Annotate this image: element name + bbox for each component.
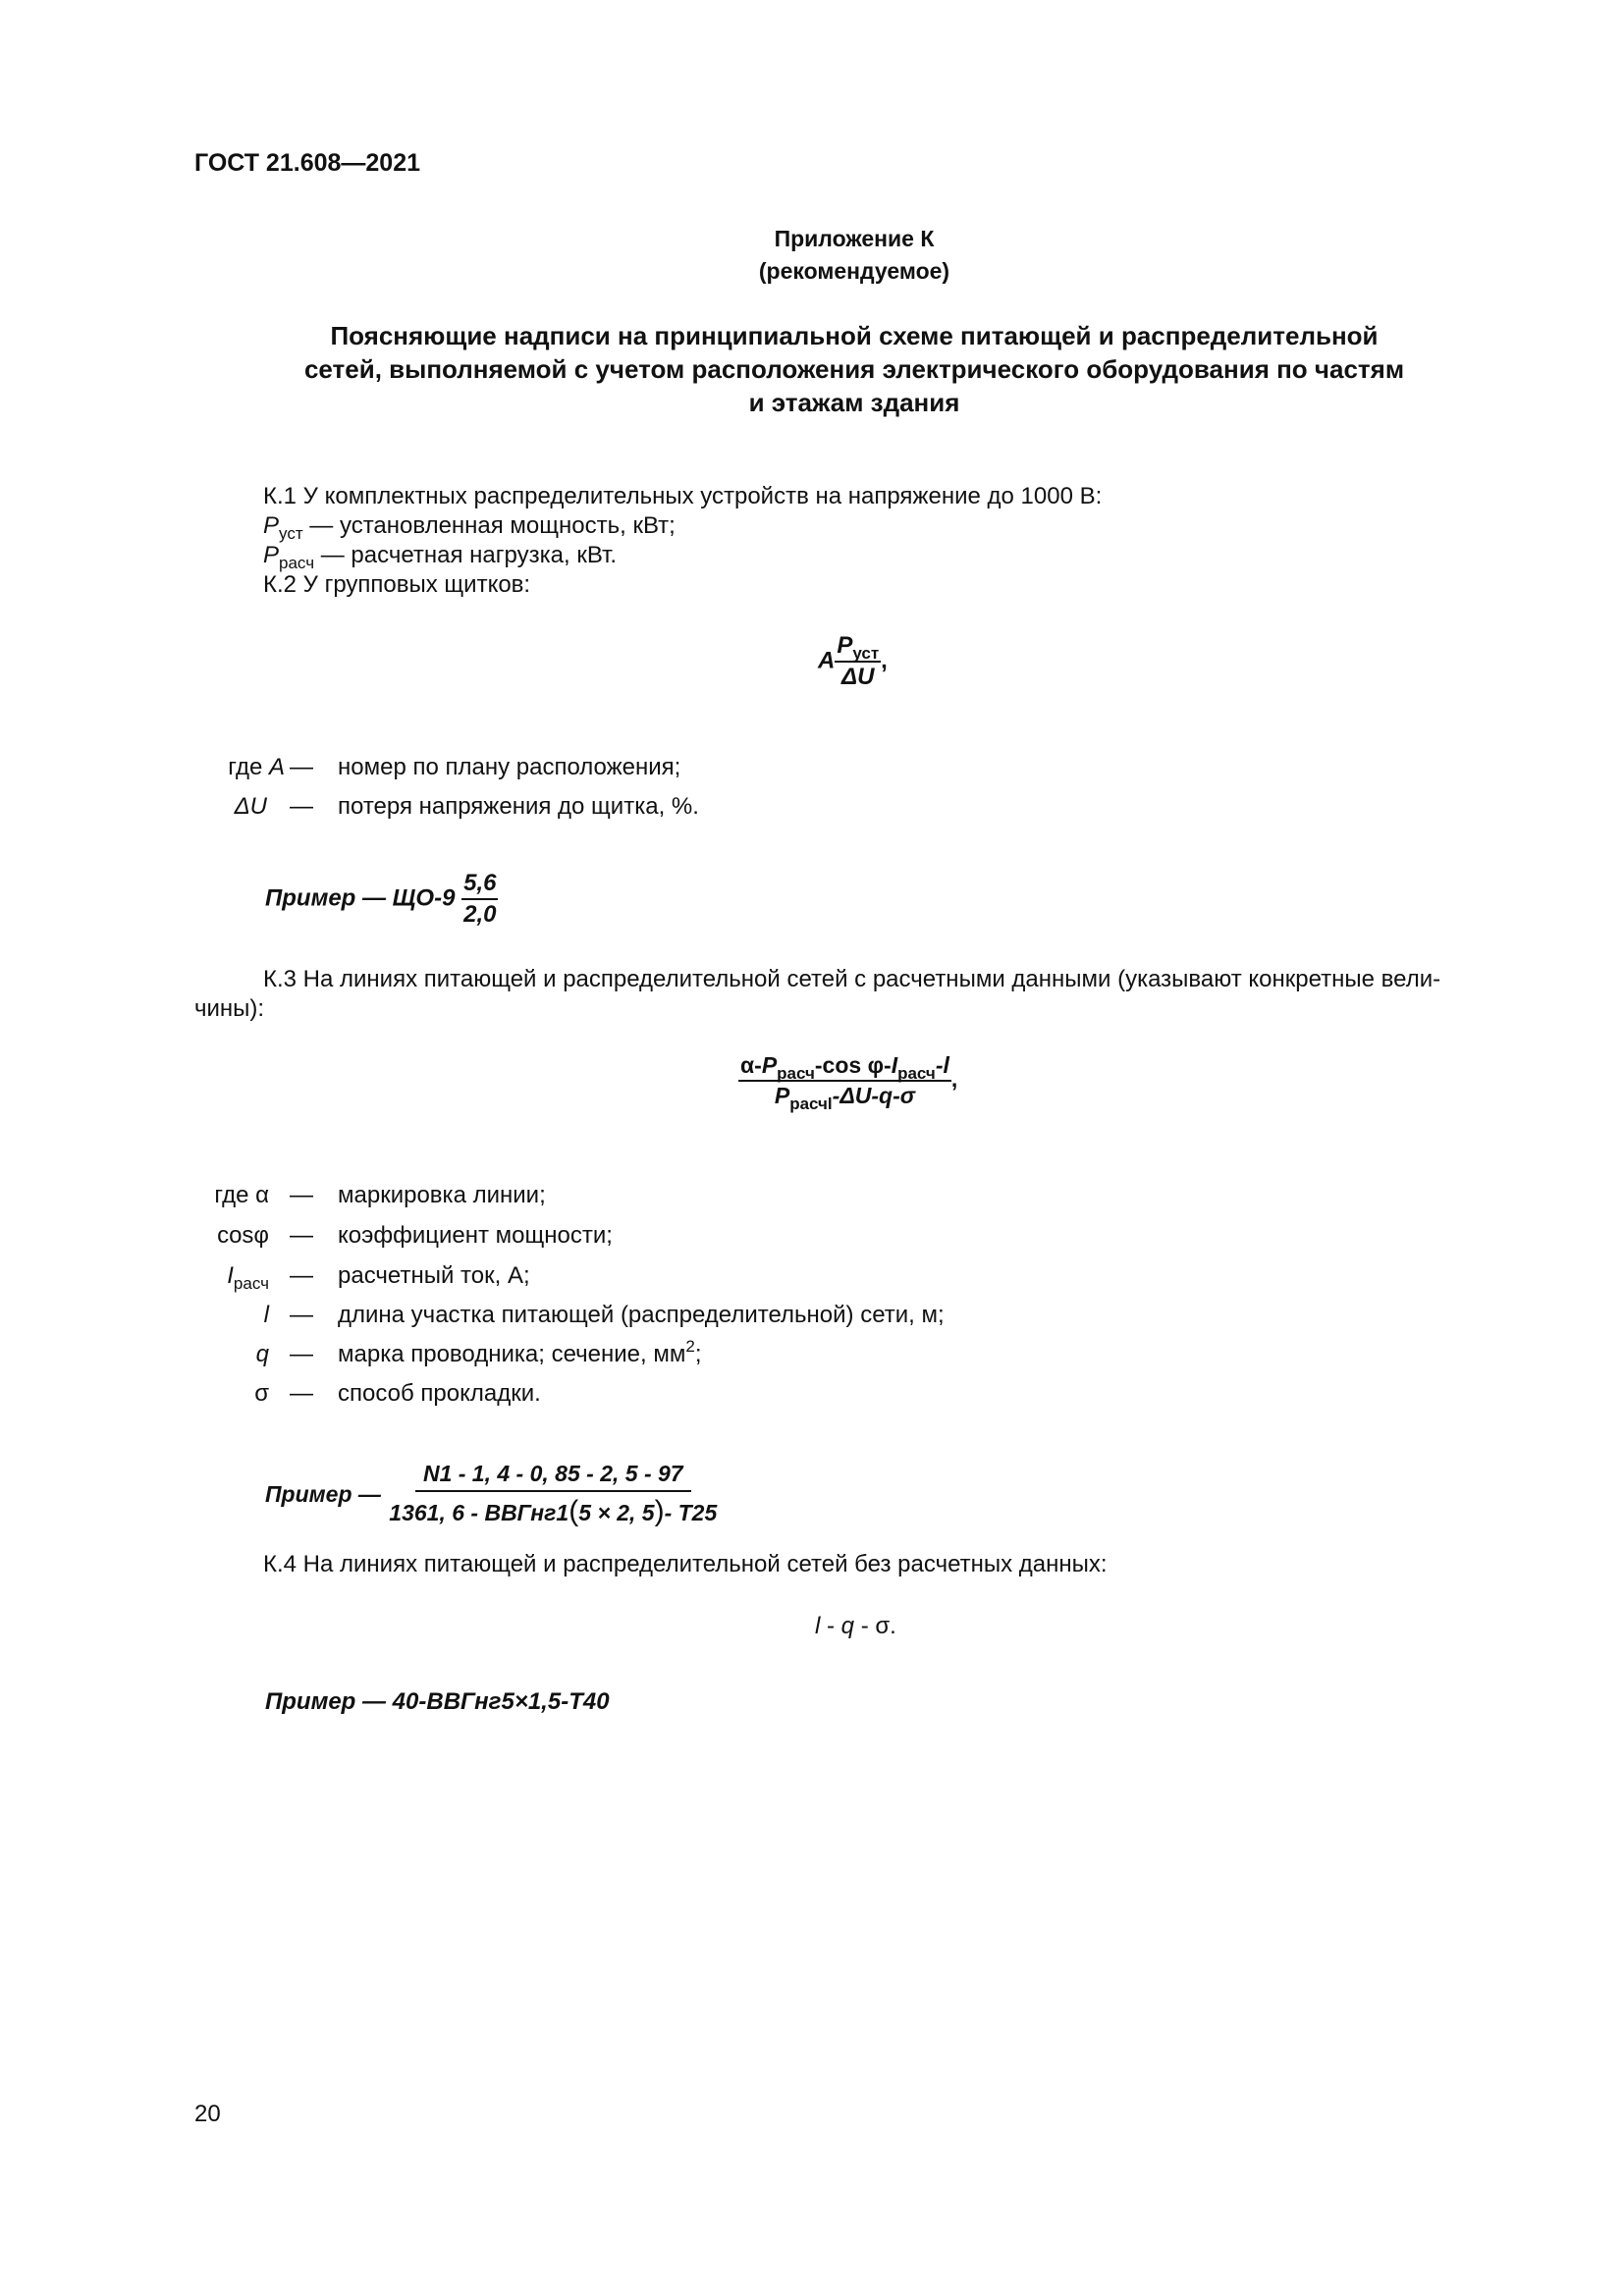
k4-intro: К.4 На линиях питающей и распределительной сетей без расчетных данных:	[263, 1551, 1108, 1577]
k3-legend-dash-5: —	[290, 1341, 313, 1367]
k3-line-2: чины):	[194, 995, 265, 1022]
k2-formula-a: A	[818, 647, 836, 674]
k2-formula-numerator: $P_{уст}$	[837, 632, 880, 663]
k3-legend-text-2: коэффициент мощности;	[338, 1222, 613, 1249]
k3-legend-sym-4: l	[263, 1302, 269, 1328]
k3-legend-text-6: способ прокладки.	[338, 1380, 541, 1407]
k2-formula-fraction	[835, 632, 881, 691]
k3-legend-dash-2: —	[290, 1222, 313, 1249]
p-rasch-subscript: расч	[279, 554, 315, 572]
k2-legend-dash-2: —	[290, 793, 313, 820]
k3-legend-sym-2: cosφ	[217, 1222, 269, 1249]
k1-intro: К.1 У комплектных распределительных устройств на напряжение до 1000 В:	[263, 483, 1103, 509]
k3-formula-denominator: $P_{расчl}-\Delta U-q-\sigma$	[774, 1083, 915, 1113]
k3-legend-text-5: марка проводника; сечение, $мм^2$;	[338, 1337, 702, 1367]
k3-legend-sym-3: $I_{расч}$	[227, 1262, 269, 1293]
appendix-title-line-2: сетей, выполняемой с учетом расположения электрического оборудования по частям	[303, 354, 1405, 384]
k2-legend-dash-1: —	[290, 754, 313, 780]
k3-example-label: Пример —	[265, 1481, 388, 1507]
k3-legend-sym-5: q	[255, 1341, 269, 1367]
k2-formula-denominator: ΔU	[841, 664, 875, 690]
k3-legend-dash-1: —	[290, 1182, 313, 1208]
k3-formula: $\frac{\alpha-P_{расч}-\cos \varphi-I_{расч}-l}{P_{расчl}-\Delta U-q-\sigma}$ ,	[740, 1052, 958, 1113]
k3-legend-sym-1: где α	[214, 1182, 269, 1208]
page-number: 20	[194, 2101, 221, 2127]
p-ust-subscript: уст	[279, 524, 303, 543]
k3-example	[265, 1461, 719, 1528]
k3-example-fraction	[387, 1461, 719, 1528]
k3-legend-dash-4: —	[290, 1302, 313, 1328]
k3-line-1: К.3 На линиях питающей и распределительной сетей с расчетными данными (указывают конкретные вели-	[263, 966, 1441, 992]
k3-legend-text-3: расчетный ток, А;	[338, 1262, 530, 1289]
k1-p-ust-line	[263, 512, 676, 543]
k4-formula: l - q - σ.	[815, 1613, 896, 1639]
k3-legend-text-4: длина участка питающей (распределительной) сети, м;	[338, 1302, 945, 1328]
k2-example-label: Пример — ЩО-9	[265, 884, 462, 912]
p-rasch-description: — расчетная нагрузка, кВт.	[314, 542, 618, 568]
document-id: ГОСТ 21.608—2021	[194, 149, 421, 177]
appendix-label: Приложение К	[774, 226, 935, 251]
k3-legend-text-1: маркировка линии;	[338, 1182, 546, 1208]
p-ust-symbol: P	[263, 512, 280, 539]
k2-example	[265, 870, 498, 929]
appendix-title-line-3: и этажам здания	[748, 388, 960, 417]
k2-legend-sym-1: где A	[228, 754, 285, 780]
appendix-title-line-1: Поясняющие надписи на принципиальной схеме питающей и распределительной	[330, 321, 1379, 350]
k3-formula-fraction	[738, 1052, 951, 1113]
k2-legend-text-2: потеря напряжения до щитка, %.	[338, 793, 699, 820]
k2-legend-text-1: номер по плану расположения;	[338, 754, 681, 780]
k1-p-rasch-line	[263, 542, 618, 572]
k3-example-numerator: N1 - 1, 4 - 0, 85 - 2, 5 - 97	[415, 1461, 691, 1492]
p-rasch-symbol: P	[263, 542, 280, 568]
k3-legend-sym-6: σ	[254, 1380, 269, 1407]
k3-legend-dash-6: —	[290, 1380, 313, 1407]
k2-example-fraction: $\frac{5,6}{2,0}$	[463, 870, 497, 928]
k2-legend-sym-2: ΔU	[234, 793, 267, 820]
k2-formula	[818, 632, 888, 691]
k2-intro: К.2 У групповых щитков:	[263, 571, 531, 598]
k3-formula-numerator: $\alpha-P_{расч}-\cos$ $\varphi-I_{расч}-l$	[740, 1052, 949, 1083]
appendix-status: (рекомендуемое)	[758, 258, 950, 284]
p-ust-description: — установленная мощность, кВт;	[302, 512, 676, 539]
k4-example: Пример — 40-ВВГнг5×1,5-Т40	[265, 1688, 610, 1715]
k2-formula-tail: ,	[881, 647, 888, 674]
k3-example-denominator: 1361, 6 - ВВГнг1(5 × 2, 5)- T25	[389, 1495, 718, 1527]
k3-legend-dash-3: —	[290, 1262, 313, 1289]
